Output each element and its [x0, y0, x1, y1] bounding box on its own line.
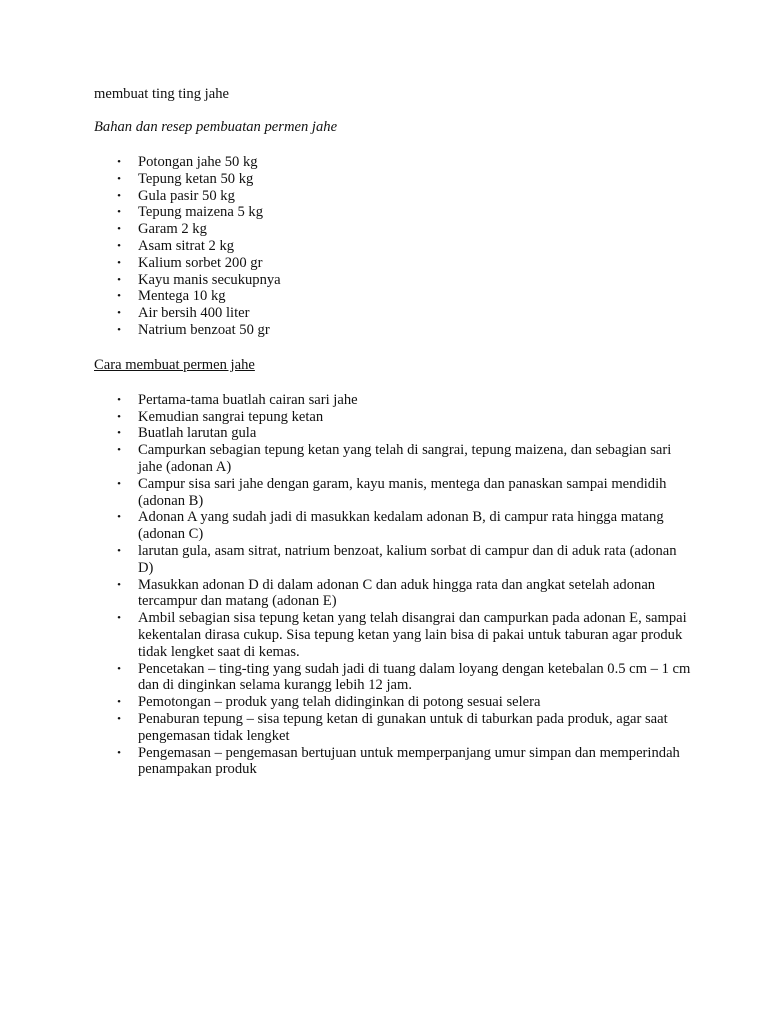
ingredient-text: Natrium benzoat 50 gr: [138, 321, 270, 338]
step-text: Masukkan adonan D di dalam adonan C dan aduk hingga rata dan angkat setelah adonan tercampur dan matang (adonan E): [138, 576, 656, 610]
step-text: Buatlah larutan gula: [138, 425, 257, 442]
document-title: membuat ting ting jahe: [94, 86, 229, 102]
list-item: [94, 204, 694, 221]
bullet-icon: •: [117, 273, 121, 286]
list-item: [94, 272, 694, 289]
bullet-icon: •: [117, 323, 121, 336]
list-item: [94, 425, 694, 442]
list-item: [94, 409, 694, 426]
bullet-icon: •: [117, 712, 121, 725]
list-item: [94, 188, 694, 205]
bullet-icon: •: [117, 223, 121, 236]
bullet-icon: •: [117, 544, 121, 557]
list-item: [94, 442, 694, 476]
list-item: [94, 255, 694, 272]
bullet-icon: •: [117, 290, 121, 303]
bullet-icon: •: [117, 612, 121, 625]
list-item: [94, 171, 694, 188]
bullet-icon: •: [117, 427, 121, 440]
ingredient-text: Mentega 10 kg: [138, 288, 226, 305]
step-text: Ambil sebagian sisa tepung ketan yang telah disangrai dan campurkan pada adonan E, sampai kekentalan dirasa cukup. Sisa tepung ketan yang lain bisa di pakai untuk taburan agar produk tidak lengket saat di kemas.: [138, 610, 687, 660]
bullet-icon: •: [117, 410, 121, 423]
list-item: [94, 154, 694, 171]
ingredients-subtitle: Bahan dan resep pembuatan permen jahe: [94, 119, 338, 135]
list-item: [94, 305, 694, 322]
list-item: [94, 661, 694, 695]
ingredient-text: Kalium sorbet 200 gr: [138, 254, 263, 271]
bullet-icon: •: [117, 746, 121, 759]
step-text: Pencetakan – ting-ting yang sudah jadi di tuang dalam loyang dengan ketebalan 0.5 cm – 1 cm dan di dinginkan selama kurangg lebih 12 jam.: [138, 660, 691, 694]
method-heading: Cara membuat permen jahe: [94, 356, 255, 373]
bullet-icon: •: [117, 256, 121, 269]
bullet-icon: •: [117, 307, 121, 320]
list-item: [94, 238, 694, 255]
list-item: [94, 509, 694, 543]
list-item: [94, 476, 694, 510]
bullet-icon: •: [117, 189, 121, 202]
list-item: [94, 694, 694, 711]
bullet-icon: •: [117, 696, 121, 709]
step-text: Penaburan tepung – sisa tepung ketan di gunakan untuk di taburkan pada produk, agar saat pengemasan tidak lengket: [138, 710, 668, 744]
step-text: larutan gula, asam sitrat, natrium benzoat, kalium sorbat di campur dan di aduk rata (adonan D): [138, 542, 677, 576]
step-text: Pertama-tama buatlah cairan sari jahe: [138, 391, 358, 408]
list-item: [94, 288, 694, 305]
ingredient-text: Asam sitrat 2 kg: [138, 237, 235, 254]
bullet-icon: •: [117, 156, 121, 168]
list-item: [94, 221, 694, 238]
list-item: [94, 745, 694, 779]
ingredient-text: Tepung ketan 50 kg: [138, 170, 254, 187]
steps-list: [94, 392, 694, 778]
list-item: [94, 543, 694, 577]
bullet-icon: •: [117, 239, 121, 252]
step-text: Campur sisa sari jahe dengan garam, kayu manis, mentega dan panaskan sampai mendidih (adonan B): [138, 475, 667, 509]
ingredient-text: Potongan jahe 50 kg: [138, 154, 258, 170]
bullet-icon: •: [117, 477, 121, 490]
bullet-icon: •: [117, 511, 121, 524]
bullet-icon: •: [117, 172, 121, 185]
bullet-icon: •: [117, 578, 121, 591]
ingredient-text: Gula pasir 50 kg: [138, 187, 235, 204]
bullet-icon: •: [117, 206, 121, 219]
ingredients-list: [94, 154, 694, 339]
ingredient-text: Air bersih 400 liter: [138, 305, 250, 322]
bullet-icon: •: [117, 662, 121, 675]
step-text: Pengemasan – pengemasan bertujuan untuk memperpanjang umur simpan dan memperindah penampakan produk: [138, 744, 680, 778]
step-text: Pemotongan – produk yang telah didinginkan di potong sesuai selera: [138, 694, 541, 711]
ingredient-text: Tepung maizena 5 kg: [138, 204, 264, 221]
list-item: [94, 322, 694, 339]
step-text: Kemudian sangrai tepung ketan: [138, 408, 324, 425]
list-item: [94, 392, 694, 409]
step-text: Campurkan sebagian tepung ketan yang telah di sangrai, tepung maizena, dan sebagian sari jahe (adonan A): [138, 442, 672, 475]
ingredient-text: Garam 2 kg: [138, 221, 207, 238]
document-content: [94, 86, 694, 778]
bullet-icon: •: [117, 393, 121, 406]
ingredient-text: Kayu manis secukupnya: [138, 271, 281, 288]
step-text: Adonan A yang sudah jadi di masukkan kedalam adonan B, di campur rata hingga matang (adonan C): [138, 509, 664, 543]
bullet-icon: •: [117, 444, 121, 457]
list-item: [94, 577, 694, 611]
list-item: [94, 711, 694, 745]
list-item: [94, 610, 694, 660]
